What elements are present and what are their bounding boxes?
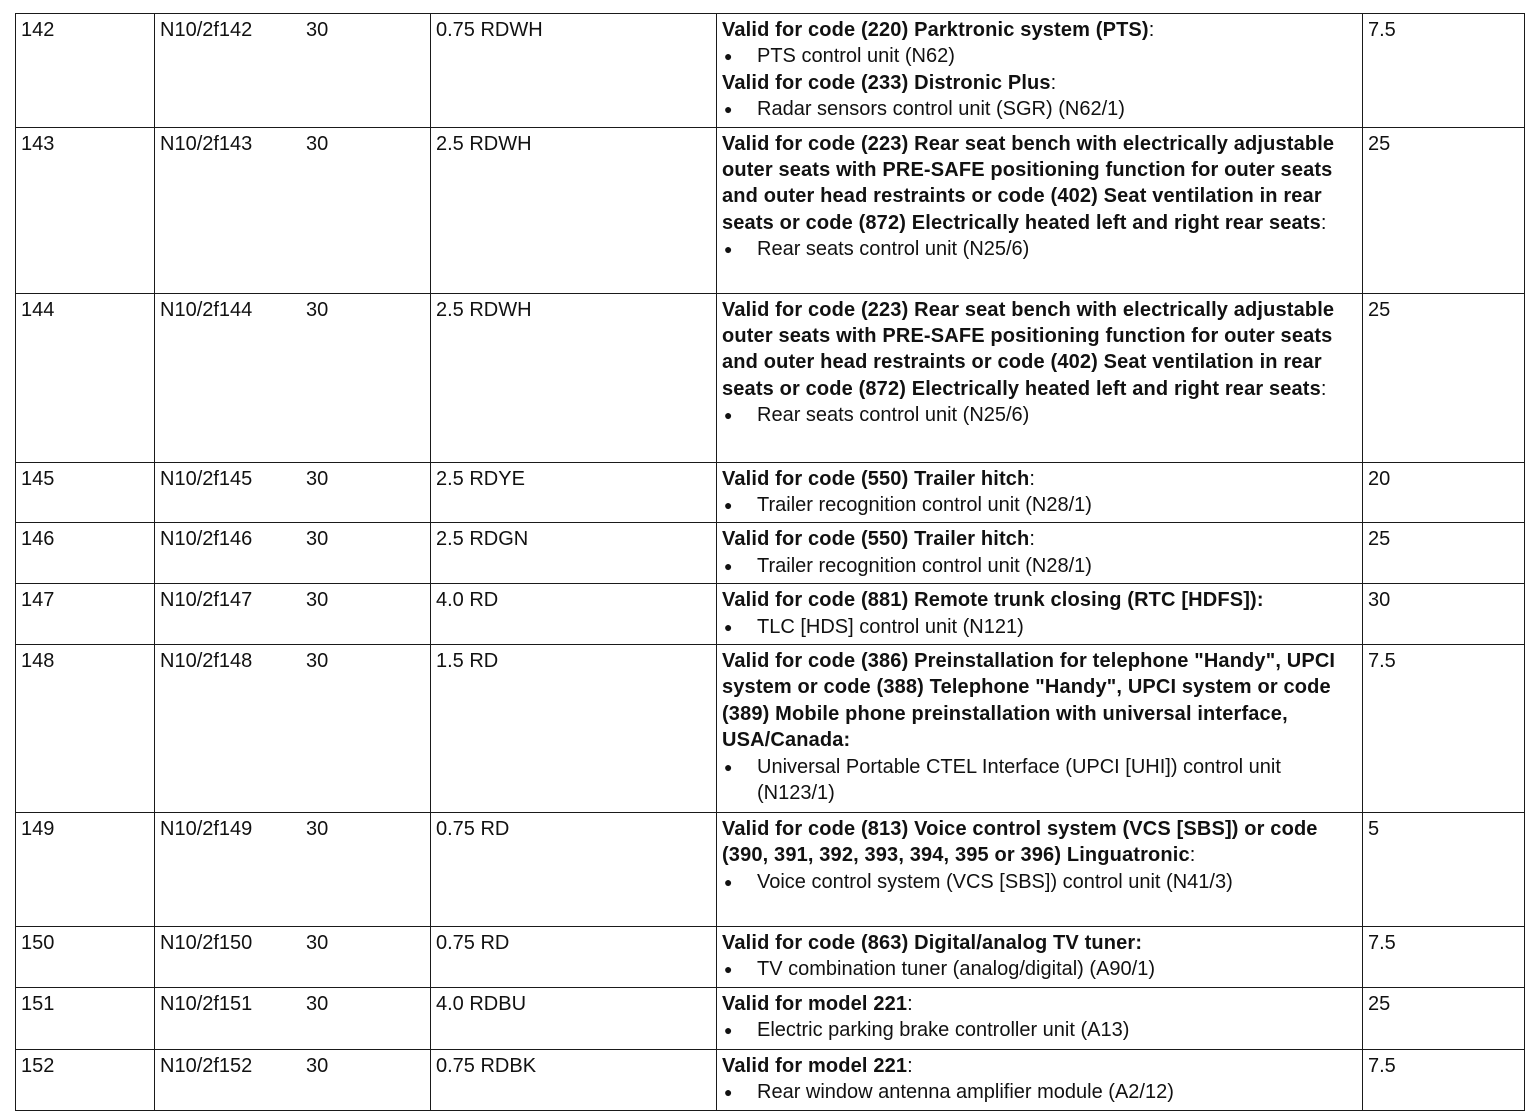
bullet-icon: ● — [724, 101, 733, 118]
wire-cross-section: 0.75 RD — [431, 927, 717, 988]
condition-text: Valid for code (223) Rear seat bench with electrically adjustable outer seats with PRE-SAFE positioning function for outer seats and outer head restraints or code (402) Seat ventilation in rear seats or code (872) Electrically heated left and right rear seats — [722, 298, 1335, 400]
table-row — [16, 645, 1525, 813]
condition-text: Valid for code (813) Voice control system (VCS [SBS]) or code (390, 391, 392, 393, 394, 395 or 396) Linguatronic — [722, 818, 1318, 867]
validity-condition — [722, 587, 1357, 613]
fuse-id: N10/2f143 — [160, 132, 253, 155]
fuse-cell — [155, 1049, 431, 1110]
fuse-cell — [155, 462, 431, 523]
condition-colon: : — [907, 1054, 913, 1077]
row-number: 147 — [16, 584, 155, 645]
validity-condition — [722, 17, 1357, 43]
wire-cross-section: 0.75 RDWH — [431, 14, 717, 128]
wire-cross-section: 2.5 RDYE — [431, 462, 717, 523]
bullet-icon: ● — [724, 241, 733, 258]
terminal: 30 — [306, 528, 329, 551]
list-item — [722, 869, 1357, 895]
condition-colon: : — [1029, 467, 1035, 490]
fuse-rating: 7.5 — [1363, 14, 1525, 128]
fuse-id: N10/2f148 — [160, 650, 253, 673]
row-number: 143 — [16, 127, 155, 293]
bullet-icon: ● — [724, 961, 733, 978]
fuse-table-body — [16, 14, 1525, 1111]
condition-text: Valid for code (550) Trailer hitch — [722, 528, 1030, 551]
bullet-icon: ● — [724, 758, 733, 775]
function-cell — [717, 813, 1363, 927]
function-cell — [717, 927, 1363, 988]
validity-condition — [722, 70, 1357, 96]
bullet-icon: ● — [724, 497, 733, 514]
row-number: 145 — [16, 462, 155, 523]
condition-text: Valid for code (223) Rear seat bench with electrically adjustable outer seats with PRE-SAFE positioning function for outer seats and outer head restraints or code (402) Seat ventilation in rear seats or code (872) Electrically heated left and right rear seats — [722, 132, 1335, 234]
fuse-cell — [155, 645, 431, 813]
terminal: 30 — [306, 132, 329, 155]
validity-condition — [722, 131, 1357, 237]
fuse-rating: 20 — [1363, 462, 1525, 523]
bullet-icon: ● — [724, 1022, 733, 1039]
validity-condition — [722, 297, 1357, 403]
component-text: Radar sensors control unit (SGR) (N62/1) — [757, 98, 1125, 121]
bullet-icon: ● — [724, 1084, 733, 1101]
fuse-assignment-table — [15, 13, 1525, 1111]
row-number: 149 — [16, 813, 155, 927]
wire-cross-section: 2.5 RDWH — [431, 293, 717, 462]
component-text: TV combination tuner (analog/digital) (A90/1) — [757, 958, 1155, 981]
row-number: 148 — [16, 645, 155, 813]
fuse-cell — [155, 987, 431, 1049]
fuse-rating: 7.5 — [1363, 1049, 1525, 1110]
list-item — [722, 614, 1357, 640]
function-cell — [717, 1049, 1363, 1110]
fuse-id: N10/2f150 — [160, 932, 253, 955]
list-item — [722, 43, 1357, 69]
fuse-cell — [155, 813, 431, 927]
list-item — [722, 1079, 1357, 1105]
row-number: 150 — [16, 927, 155, 988]
wire-cross-section: 0.75 RD — [431, 813, 717, 927]
condition-text: Valid for code (550) Trailer hitch — [722, 467, 1030, 490]
table-row — [16, 987, 1525, 1049]
bullet-icon: ● — [724, 48, 733, 65]
fuse-cell — [155, 127, 431, 293]
table-row — [16, 813, 1525, 927]
wire-cross-section: 4.0 RD — [431, 584, 717, 645]
wire-cross-section: 4.0 RDBU — [431, 987, 717, 1049]
fuse-id: N10/2f151 — [160, 992, 253, 1015]
list-item — [722, 1017, 1357, 1043]
function-cell — [717, 523, 1363, 584]
component-text: Rear seats control unit (N25/6) — [757, 404, 1030, 427]
fuse-rating: 7.5 — [1363, 645, 1525, 813]
table-row — [16, 462, 1525, 523]
list-item — [722, 402, 1357, 428]
fuse-id: N10/2f149 — [160, 818, 253, 841]
wire-cross-section: 0.75 RDBK — [431, 1049, 717, 1110]
validity-condition — [722, 466, 1357, 492]
condition-colon: : — [1148, 19, 1155, 41]
condition-text: Valid for code (386) Preinstallation for telephone "Handy", UPCI system or code (388) Telephone "Handy", UPCI system or code (389) Mobile phone preinstallation with universal interface, USA/Canada: — [722, 650, 1336, 752]
bullet-icon: ● — [724, 557, 733, 574]
validity-condition — [722, 930, 1357, 956]
table-row — [16, 14, 1525, 128]
row-number: 142 — [16, 14, 155, 128]
condition-colon: : — [1320, 211, 1327, 234]
condition-colon: : — [907, 992, 913, 1015]
component-text: Trailer recognition control unit (N28/1) — [757, 554, 1092, 577]
row-number: 151 — [16, 987, 155, 1049]
table-row — [16, 584, 1525, 645]
fuse-rating: 25 — [1363, 293, 1525, 462]
condition-colon: : — [1189, 844, 1196, 867]
fuse-id: N10/2f147 — [160, 589, 253, 612]
wire-cross-section: 1.5 RD — [431, 645, 717, 813]
fuse-id: N10/2f142 — [160, 19, 253, 41]
function-cell — [717, 462, 1363, 523]
list-item — [722, 236, 1357, 262]
condition-text: Valid for code (220) Parktronic system (PTS) — [722, 19, 1149, 41]
row-number: 152 — [16, 1049, 155, 1110]
component-text: TLC [HDS] control unit (N121) — [757, 615, 1024, 638]
component-text: PTS control unit (N62) — [757, 45, 955, 68]
fuse-rating: 7.5 — [1363, 927, 1525, 988]
validity-condition — [722, 816, 1357, 869]
terminal: 30 — [306, 298, 329, 321]
fuse-cell — [155, 14, 431, 128]
condition-text: Valid for code (233) Distronic Plus — [722, 71, 1051, 94]
terminal: 30 — [306, 1054, 329, 1077]
terminal: 30 — [306, 650, 329, 673]
list-item — [722, 553, 1357, 579]
fuse-cell — [155, 584, 431, 645]
wire-cross-section: 2.5 RDWH — [431, 127, 717, 293]
table-row — [16, 127, 1525, 293]
fuse-id: N10/2f152 — [160, 1054, 253, 1077]
condition-colon: : — [1320, 377, 1327, 400]
fuse-id: N10/2f145 — [160, 467, 253, 490]
validity-condition — [722, 1053, 1357, 1079]
terminal: 30 — [306, 467, 329, 490]
function-cell — [717, 645, 1363, 813]
terminal: 30 — [306, 818, 329, 841]
list-item — [722, 754, 1357, 807]
fuse-cell — [155, 523, 431, 584]
component-text: Rear seats control unit (N25/6) — [757, 238, 1030, 261]
fuse-id: N10/2f144 — [160, 298, 253, 321]
condition-text: Valid for model 221 — [722, 1054, 908, 1077]
table-row — [16, 1049, 1525, 1110]
fuse-rating: 25 — [1363, 987, 1525, 1049]
fuse-rating: 25 — [1363, 523, 1525, 584]
list-item — [722, 956, 1357, 982]
fuse-id: N10/2f146 — [160, 528, 253, 551]
table-row — [16, 523, 1525, 584]
list-item — [722, 492, 1357, 518]
condition-text: Valid for code (881) Remote trunk closing (RTC [HDFS]): — [722, 589, 1264, 612]
terminal: 30 — [306, 589, 329, 612]
condition-colon: : — [1029, 528, 1035, 551]
table-row — [16, 293, 1525, 462]
terminal: 30 — [306, 992, 329, 1015]
bullet-icon: ● — [724, 873, 733, 890]
fuse-rating: 30 — [1363, 584, 1525, 645]
function-cell — [717, 127, 1363, 293]
row-number: 144 — [16, 293, 155, 462]
condition-colon: : — [1050, 71, 1057, 94]
component-text: Voice control system (VCS [SBS]) control unit (N41/3) — [757, 870, 1233, 893]
fuse-cell — [155, 293, 431, 462]
list-item — [722, 96, 1357, 122]
bullet-icon: ● — [724, 618, 733, 635]
fuse-rating: 5 — [1363, 813, 1525, 927]
fuse-cell — [155, 927, 431, 988]
row-number: 146 — [16, 523, 155, 584]
fuse-rating: 25 — [1363, 127, 1525, 293]
table-row — [16, 927, 1525, 988]
terminal: 30 — [306, 932, 329, 955]
function-cell — [717, 14, 1363, 128]
validity-condition — [722, 991, 1357, 1017]
component-text: Universal Portable CTEL Interface (UPCI [UHI]) control unit (N123/1) — [757, 755, 1281, 805]
validity-condition — [722, 526, 1357, 552]
component-text: Electric parking brake controller unit (A13) — [757, 1019, 1130, 1042]
condition-text: Valid for code (863) Digital/analog TV tuner: — [722, 932, 1143, 955]
component-text: Rear window antenna amplifier module (A2/12) — [757, 1081, 1174, 1104]
function-cell — [717, 293, 1363, 462]
function-cell — [717, 584, 1363, 645]
terminal: 30 — [306, 19, 329, 41]
component-text: Trailer recognition control unit (N28/1) — [757, 494, 1092, 517]
validity-condition — [722, 648, 1357, 754]
wire-cross-section: 2.5 RDGN — [431, 523, 717, 584]
bullet-icon: ● — [724, 407, 733, 424]
function-cell — [717, 987, 1363, 1049]
condition-text: Valid for model 221 — [722, 992, 908, 1015]
